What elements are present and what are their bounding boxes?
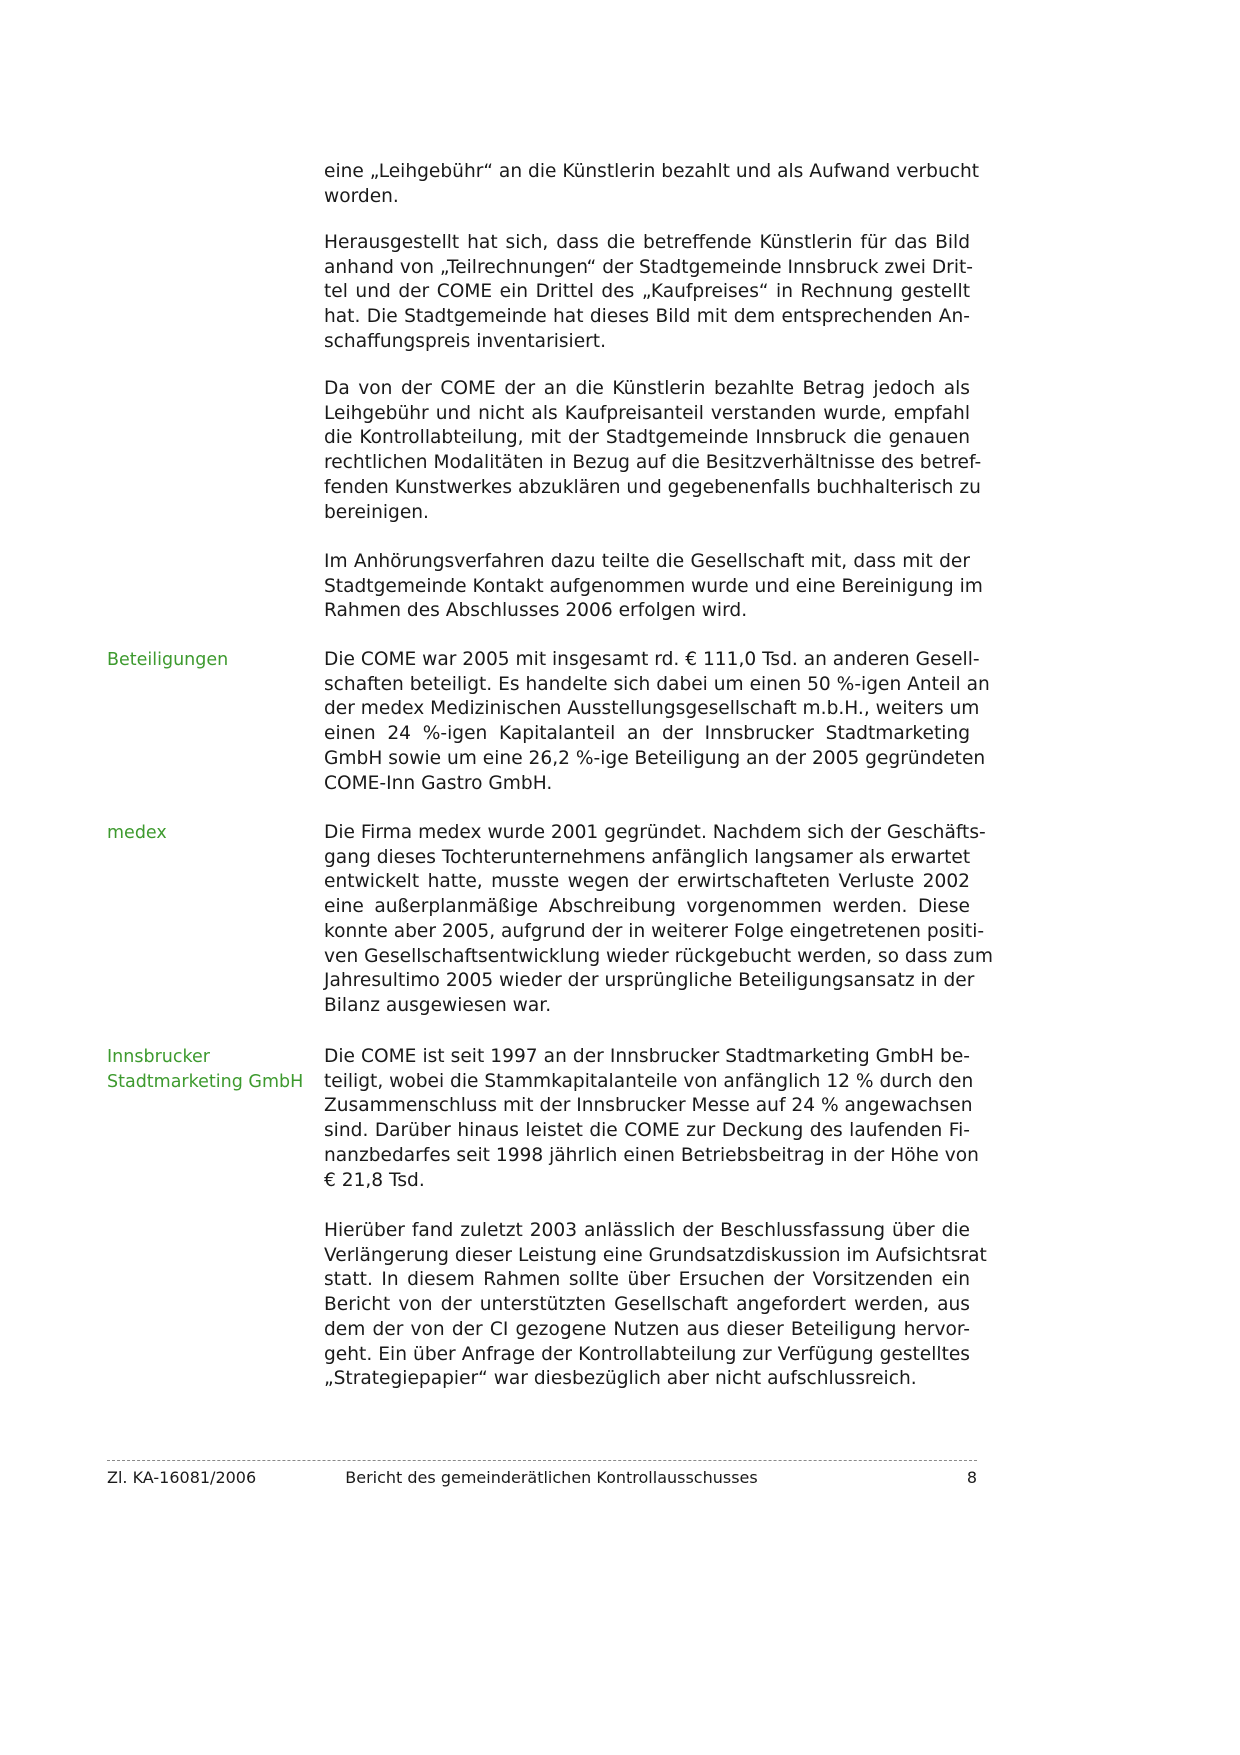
- paragraph-line: Da von der COME der an die Künstlerin bezahlte Betrag jedoch als: [324, 378, 970, 399]
- paragraph-line: bereinigen.: [324, 501, 429, 523]
- paragraph-line: geht. Ein über Anfrage der Kontrollabteilung zur Verfügung gestelltes: [324, 1343, 970, 1365]
- paragraph-medex: [324, 821, 994, 1019]
- paragraph-line: Die Firma medex wurde 2001 gegründet. Nachdem sich der Geschäfts-: [324, 822, 986, 843]
- paragraph-3: [324, 377, 982, 525]
- footer-title: Bericht des gemeinderätlichen Kontrollausschusses: [345, 1468, 758, 1487]
- paragraph-line: einen 24 %-igen Kapitalanteil an der Innsbrucker Stadtmarketing: [324, 723, 970, 745]
- paragraph-line: anhand von „Teilrechnungen“ der Stadtgemeinde Innsbruck zwei Drit-: [324, 256, 973, 278]
- paragraph-line: gang dieses Tochterunternehmens anfänglich langsamer als erwartet: [324, 846, 971, 868]
- paragraph-line: ven Gesellschaftsentwicklung wieder rückgebucht werden, so dass zum: [324, 945, 994, 967]
- margin-label-line: Stadtmarketing GmbH: [107, 1071, 304, 1092]
- paragraph-line: schaften beteiligt. Es handelte sich dabei um einen 50 %-igen Anteil an: [324, 673, 990, 695]
- paragraph-2: [324, 231, 973, 355]
- margin-label-beteiligungen: [107, 648, 307, 673]
- paragraph-stadtmarketing: [324, 1045, 979, 1193]
- paragraph-line: die Kontrollabteilung, mit der Stadtgemeinde Innsbruck die genauen: [324, 427, 970, 449]
- paragraph-line: Zusammenschluss mit der Innsbrucker Messe auf 24 % angewachsen: [324, 1095, 973, 1117]
- footer-reference: Zl. KA-16081/2006: [107, 1468, 257, 1487]
- paragraph-line: statt. In diesem Rahmen sollte über Ersuchen der Vorsitzenden ein: [324, 1269, 970, 1291]
- paragraph-line: teiligt, wobei die Stammkapitalanteile von anfänglich 12 % durch den: [324, 1070, 974, 1092]
- margin-label-line: medex: [107, 823, 167, 843]
- paragraph-line: Die COME war 2005 mit insgesamt rd. € 111,0 Tsd. an anderen Gesell-: [324, 649, 980, 670]
- paragraph-line: Leihgebühr und nicht als Kaufpreisanteil verstanden wurde, empfahl: [324, 402, 970, 424]
- paragraph-line: schaffungspreis inventarisiert.: [324, 330, 607, 352]
- margin-label-line: Beteiligungen: [107, 650, 229, 670]
- paragraph-line: Bericht von der unterstützten Gesellschaft angefordert werden, aus: [324, 1294, 970, 1316]
- paragraph-line: konnte aber 2005, aufgrund der in weiterer Folge eingetretenen positi-: [324, 920, 985, 942]
- paragraph-1: [324, 160, 980, 209]
- paragraph-line: Jahresultimo 2005 wieder der ursprüngliche Beteiligungsansatz in der: [324, 970, 975, 992]
- paragraph-line: Stadtgemeinde Kontakt aufgenommen wurde und eine Bereinigung im: [324, 575, 983, 597]
- paragraph-line: eine „Leihgebühr“ an die Künstlerin bezahlt und als Aufwand verbucht: [324, 161, 980, 182]
- paragraph-line: eine außerplanmäßige Abschreibung vorgenommen werden. Diese: [324, 896, 970, 918]
- paragraph-line: der medex Medizinischen Ausstellungsgesellschaft m.b.H., weiters um: [324, 698, 980, 720]
- paragraph-line: Bilanz ausgewiesen war.: [324, 994, 552, 1016]
- paragraph-line: Im Anhörungsverfahren dazu teilte die Gesellschaft mit, dass mit der: [324, 551, 970, 572]
- page-number: 8: [966, 1468, 977, 1487]
- paragraph-line: COME-Inn Gastro GmbH.: [324, 772, 553, 794]
- margin-label-medex: [107, 821, 307, 846]
- paragraph-line: Verlängerung dieser Leistung eine Grundsatzdiskussion im Aufsichtsrat: [324, 1244, 987, 1266]
- paragraph-line: nanzbedarfes seit 1998 jährlich einen Betriebsbeitrag in der Höhe von: [324, 1144, 979, 1166]
- paragraph-line: € 21,8 Tsd.: [324, 1169, 425, 1191]
- margin-label-line: Innsbrucker: [107, 1047, 210, 1067]
- paragraph-line: hat. Die Stadtgemeinde hat dieses Bild mit dem entsprechenden An-: [324, 306, 970, 328]
- paragraph-line: Herausgestellt hat sich, dass die betreffende Künstlerin für das Bild: [324, 232, 970, 253]
- paragraph-line: tel und der COME ein Drittel des „Kaufpreises“ in Rechnung gestellt: [324, 281, 970, 303]
- paragraph-line: Die COME ist seit 1997 an der Innsbrucker Stadtmarketing GmbH be-: [324, 1046, 970, 1067]
- paragraph-line: „Strategiepapier“ war diesbezüglich aber nicht aufschlussreich.: [324, 1368, 917, 1390]
- paragraph-line: dem der von der CI gezogene Nutzen aus dieser Beteiligung hervor-: [324, 1318, 970, 1340]
- paragraph-line: sind. Darüber hinaus leistet die COME zur Deckung des laufenden Fi-: [324, 1120, 970, 1142]
- paragraph-line: entwickelt hatte, musste wegen der erwirtschafteten Verluste 2002: [324, 871, 970, 893]
- paragraph-line: GmbH sowie um eine 26,2 %-ige Beteiligung an der 2005 gegründeten: [324, 747, 986, 769]
- paragraph-line: Hierüber fand zuletzt 2003 anlässlich der Beschlussfassung über die: [324, 1220, 970, 1241]
- margin-label-stadtmarketing: [107, 1045, 307, 1094]
- paragraph-beteiligungen: [324, 648, 990, 796]
- paragraph-line: Rahmen des Abschlusses 2006 erfolgen wird.: [324, 600, 748, 622]
- paragraph-line: fenden Kunstwerkes abzuklären und gegebenenfalls buchhalterisch zu: [324, 476, 981, 498]
- paragraph-line: rechtlichen Modalitäten in Bezug auf die Besitzverhältnisse des betref-: [324, 452, 982, 474]
- footer-divider: [107, 1460, 977, 1461]
- paragraph-strategiepapier: [324, 1219, 987, 1392]
- paragraph-4: [324, 550, 983, 624]
- paragraph-line: worden.: [324, 185, 399, 207]
